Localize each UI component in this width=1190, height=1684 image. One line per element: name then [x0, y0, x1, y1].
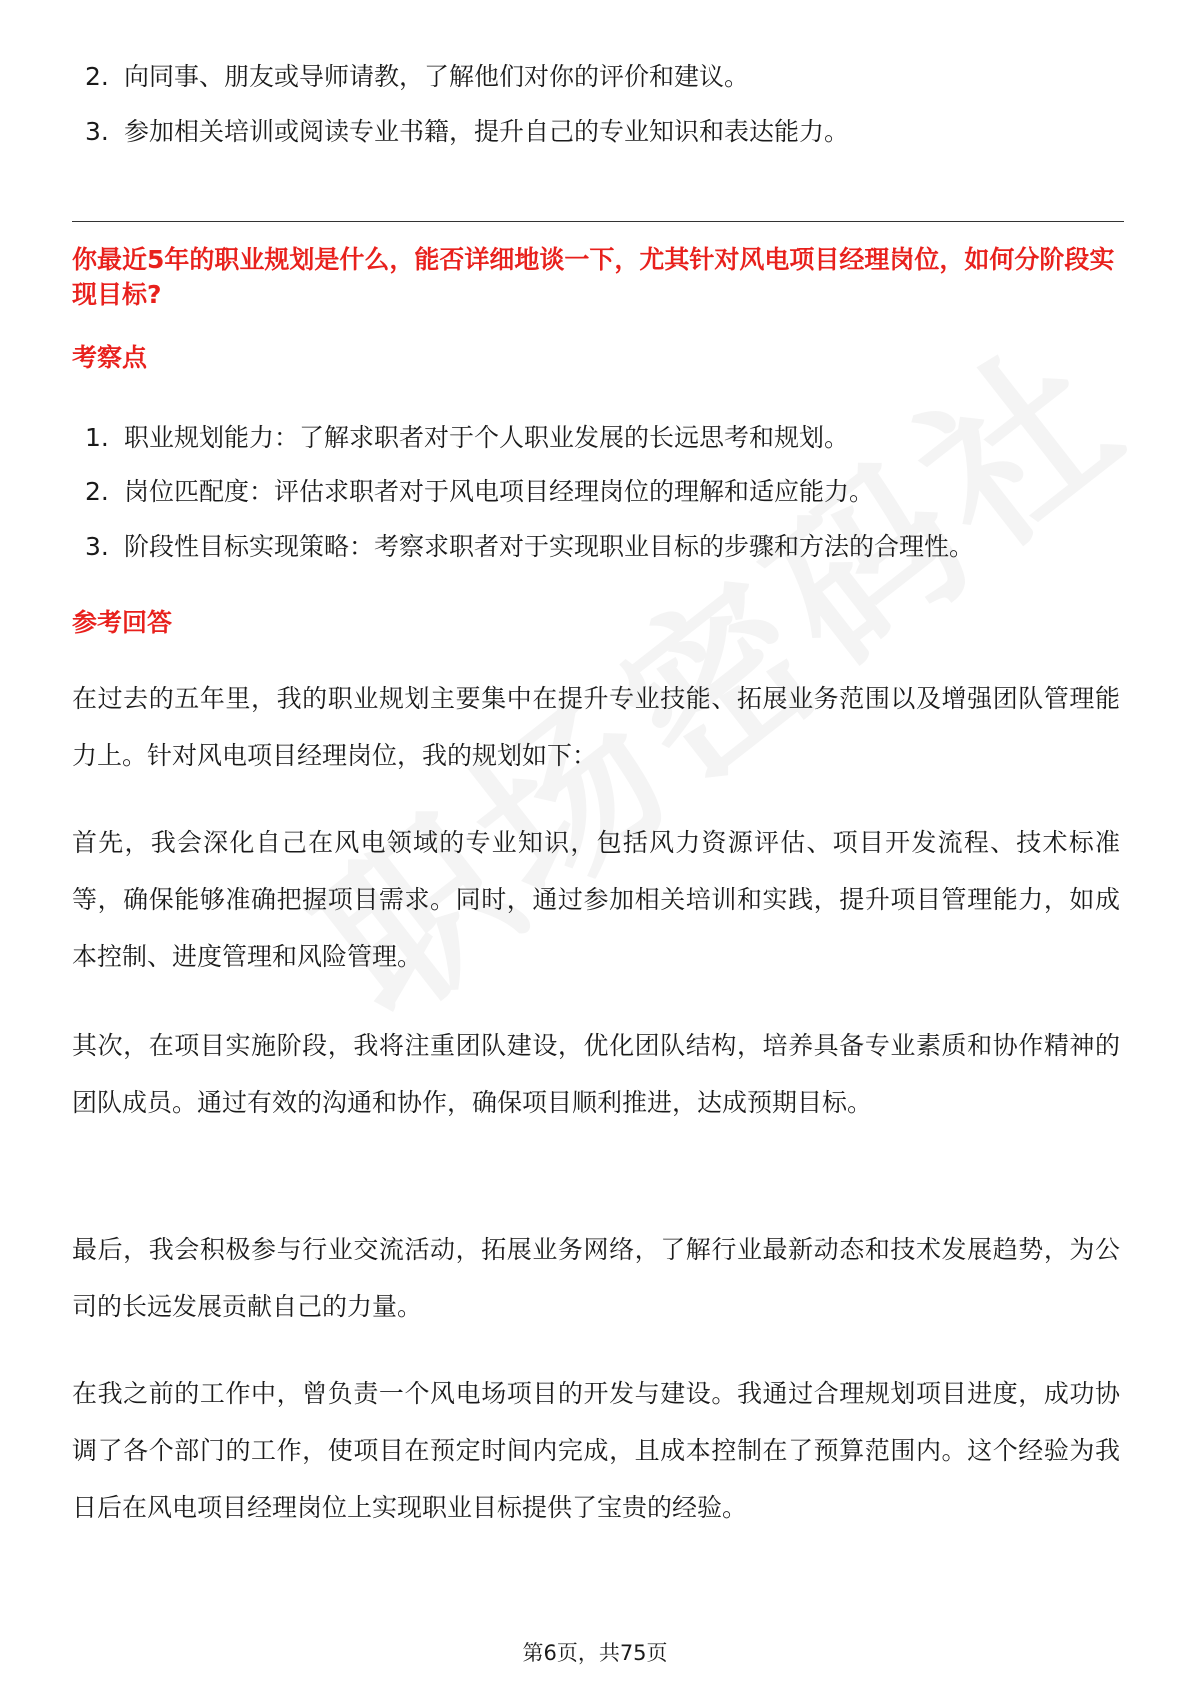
answer-paragraph: 其次，在项目实施阶段，我将注重团队建设，优化团队结构，培养具备专业素质和协作精神的团队成员。通过有效的沟通和协作，确保项目顺利推进，达成预期目标。 — [72, 1031, 1120, 1117]
answer-paragraph: 首先，我会深化自己在风电领域的专业知识，包括风力资源评估、项目开发流程、技术标准等，确保能够准确把握项目需求。同时，通过参加相关培训和实践，提升项目管理能力，如成本控制、进度管理和风险管理。 — [72, 828, 1120, 971]
list-item-text: 职业规划能力：了解求职者对于个人职业发展的长远思考和规划。 — [124, 423, 850, 452]
list-item-number: 3. — [85, 532, 109, 561]
list-item-text: 阶段性目标实现策略：考察求职者对于实现职业目标的步骤和方法的合理性。 — [124, 532, 975, 561]
points-heading: 考察点 — [72, 343, 148, 372]
question-heading: 你最近5年的职业规划是什么，能否详细地谈一下，尤其针对风电项目经理岗位，如何分阶段实现目标? — [72, 245, 1115, 309]
list-item-number: 1. — [85, 423, 109, 452]
list-item-text: 向同事、朋友或导师请教，了解他们对你的评价和建议。 — [124, 62, 750, 91]
answer-paragraph: 最后，我会积极参与行业交流活动，拓展业务网络，了解行业最新动态和技术发展趋势，为公司的长远发展贡献自己的力量。 — [72, 1235, 1120, 1321]
list-item-text: 参加相关培训或阅读专业书籍，提升自己的专业知识和表达能力。 — [124, 117, 850, 146]
answer-paragraph: 在过去的五年里，我的职业规划主要集中在提升专业技能、拓展业务范围以及增强团队管理能力上。针对风电项目经理岗位，我的规划如下： — [72, 684, 1120, 770]
answer-paragraph: 在我之前的工作中，曾负责一个风电场项目的开发与建设。我通过合理规划项目进度，成功协调了各个部门的工作，使项目在预定时间内完成，且成本控制在了预算范围内。这个经验为我日后在风电项目经理岗位上实现职业目标提供了宝贵的经验。 — [72, 1379, 1120, 1522]
list-item-number: 2. — [85, 477, 109, 506]
page-footer: 第6页，共75页 — [522, 1641, 668, 1665]
section-divider — [72, 221, 1124, 222]
list-item-number: 2. — [85, 62, 109, 91]
answer-heading: 参考回答 — [72, 608, 173, 637]
list-item-number: 3. — [85, 117, 109, 146]
list-item-text: 岗位匹配度：评估求职者对于风电项目经理岗位的理解和适应能力。 — [124, 477, 875, 506]
